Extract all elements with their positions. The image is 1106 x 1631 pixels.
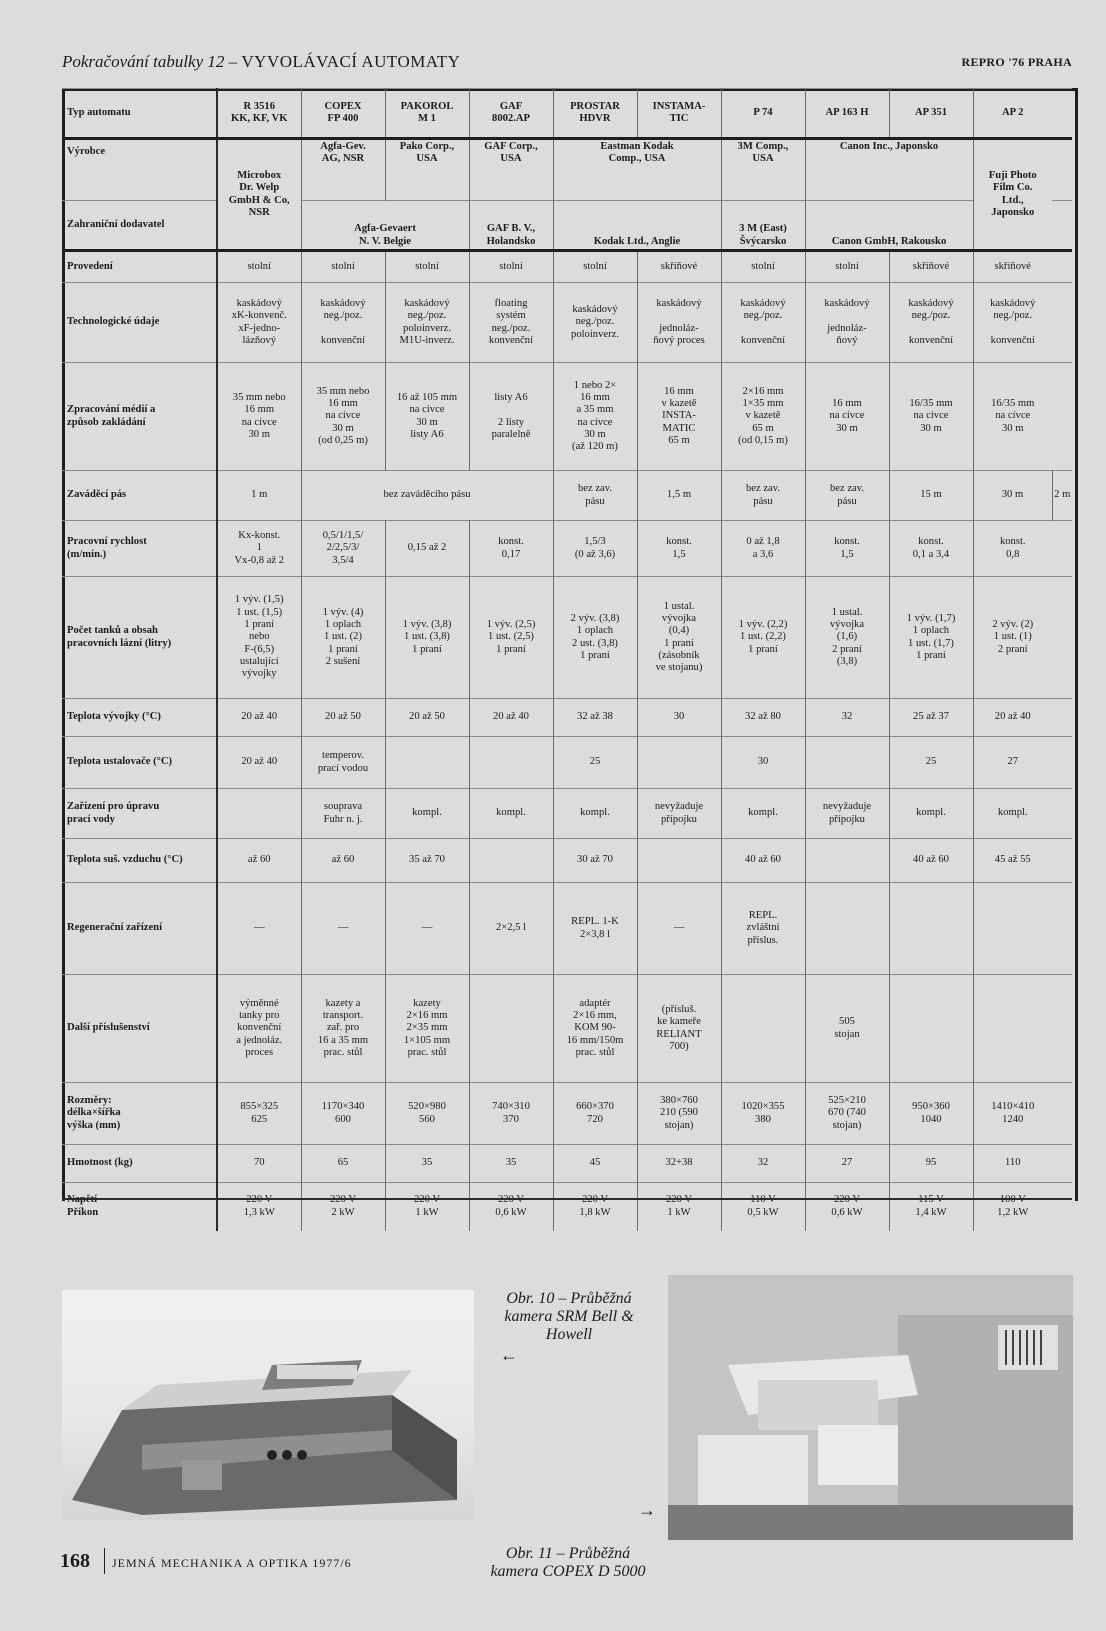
table-cell: kaskádový neg./poz. konvenční [973, 283, 1052, 363]
table-cell [469, 737, 553, 789]
table-cell: 1 výv. (4) 1 oplach 1 ust. (2) 1 praní 2 sušení [301, 577, 385, 699]
table-cell: 30 [721, 737, 805, 789]
table-cell: Kx-konst. 1 Vx-0,8 až 2 [217, 521, 301, 577]
page-header-title [62, 52, 460, 72]
table-cell: 70 [217, 1145, 301, 1183]
maker-fuji: Fuji Photo Film Co. Ltd., Japonsko [973, 139, 1052, 251]
maker-r3516: Microbox Dr. Welp GmbH & Co, NSR [217, 139, 301, 251]
row-label: Počet tanků a obsah pracovních lázní (litry) [62, 577, 217, 699]
maker-label: Výrobce [62, 139, 217, 201]
table-cell [973, 975, 1052, 1083]
table-cell [889, 975, 973, 1083]
table-cell: 1410×410 1240 [973, 1083, 1052, 1145]
table-cell: (přísluš. ke kameře RELIANT 700) [637, 975, 721, 1083]
data-row [62, 577, 1072, 699]
table-cell [637, 839, 721, 883]
table-cell: kompl. [721, 789, 805, 839]
table-cell [637, 737, 721, 789]
data-row [62, 789, 1072, 839]
table-cell: 20 až 50 [385, 699, 469, 737]
table-cell: 380×760 210 (590 stojan) [637, 1083, 721, 1145]
table-cell: 20 až 40 [217, 737, 301, 789]
supplier-gaf: GAF B. V., Holandsko [469, 201, 553, 251]
photo-copex-camera [668, 1275, 1073, 1540]
table-cell: stolní [721, 251, 805, 283]
table-cell: 27 [805, 1145, 889, 1183]
table-cell: 35 [385, 1145, 469, 1183]
table-cell: 25 [553, 737, 637, 789]
table-cell: 35 až 70 [385, 839, 469, 883]
table-cell [385, 737, 469, 789]
table-cell: — [301, 883, 385, 975]
supplier-canon: Canon GmbH, Rakousko [805, 201, 973, 251]
table-cell: až 60 [217, 839, 301, 883]
type-header: PROSTAR HDVR [553, 89, 637, 139]
type-header: GAF 8002.AP [469, 89, 553, 139]
maker-kodak: Eastman Kodak Comp., USA [553, 139, 721, 201]
table-cell [889, 883, 973, 975]
table-cell: temperov. prací vodou [301, 737, 385, 789]
arrow-left-icon: ← [500, 1345, 518, 1365]
table-cell [721, 975, 805, 1083]
table-cell: 1 ustal. vývojka (0,4) 1 praní (zásobník ve stojanu) [637, 577, 721, 699]
table-cell: bez zav. pásu [553, 471, 637, 521]
data-row [62, 883, 1072, 975]
table-cell: — [217, 883, 301, 975]
table-cell: 16 až 105 mm na cívce 30 m listy A6 [385, 363, 469, 471]
table-cell: 855×325 625 [217, 1083, 301, 1145]
type-header: AP 2 [973, 89, 1052, 139]
table-cell: 740×310 370 [469, 1083, 553, 1145]
table-cell: 16/35 mm na cívce 30 m [973, 363, 1052, 471]
row-label: Pracovní rychlost (m/min.) [62, 521, 217, 577]
table-cell: 32+38 [637, 1145, 721, 1183]
table-cell: 0,5/1/1,5/ 2/2,5/3/ 3,5/4 [301, 521, 385, 577]
table-cell: konst. 0,8 [973, 521, 1052, 577]
table-cell: 660×370 720 [553, 1083, 637, 1145]
table-cell: kaskádový jednoláz- ňový proces [637, 283, 721, 363]
table-cell: 20 až 40 [217, 699, 301, 737]
table-cell: konst. 0,1 a 3,4 [889, 521, 973, 577]
table-cell: 1,4 kW [889, 1183, 973, 1231]
row-label: Příkon [62, 1183, 217, 1231]
header-italic: Pokračování tabulky 12 – [62, 52, 238, 71]
maker-gaf: GAF Corp., USA [469, 139, 553, 201]
data-row [62, 251, 1072, 283]
maker-p74: 3M Comp., USA [721, 139, 805, 201]
table-cell: 16/35 mm na cívce 30 m [889, 363, 973, 471]
supplier-label: Zahraniční dodavatel [62, 201, 217, 251]
table-cell: 45 až 55 [973, 839, 1052, 883]
table-cell: 40 až 60 [889, 839, 973, 883]
table-cell: stolní [217, 251, 301, 283]
table-cell: kompl. [385, 789, 469, 839]
table-cell: 65 [301, 1145, 385, 1183]
table-cell [469, 839, 553, 883]
table-cell: 35 [469, 1145, 553, 1183]
table-cell: 1 ustal. vývojka (1,6) 2 praní (3,8) [805, 577, 889, 699]
table-cell: kompl. [889, 789, 973, 839]
data-row [62, 521, 1072, 577]
header-caps: VYVOLÁVACÍ AUTOMATY [241, 52, 461, 71]
supplier-row [62, 201, 1072, 251]
table-cell: kaskádový neg./poz. konvenční [889, 283, 973, 363]
type-header: R 3516 KK, KF, VK [217, 89, 301, 139]
table-cell: 30 [637, 699, 721, 737]
table-cell: stolní [553, 251, 637, 283]
table-cell: skříňové [889, 251, 973, 283]
table-cell: bez zaváděcího pásu [301, 471, 553, 521]
arrow-right-icon: → [638, 1500, 656, 1520]
table-cell: konst. 0,17 [469, 521, 553, 577]
table-cell: 525×210 670 (740 stojan) [805, 1083, 889, 1145]
row-label: Zpracování médií a způsob zakládání [62, 363, 217, 471]
table-cell: 2 výv. (2) 1 ust. (1) 2 praní [973, 577, 1052, 699]
table-cell [973, 883, 1052, 975]
table-cell: 16 mm na cívce 30 m [805, 363, 889, 471]
table-cell: 1 výv. (2,5) 1 ust. (2,5) 1 praní [469, 577, 553, 699]
table-cell: nevyžaduje přípojku [805, 789, 889, 839]
row-label: Hmotnost (kg) [62, 1145, 217, 1183]
data-row [62, 1183, 1072, 1231]
table-cell: 1 výv. (2,2) 1 ust. (2,2) 1 praní [721, 577, 805, 699]
journal-title: JEMNÁ MECHANIKA A OPTIKA 1977/6 [112, 1556, 352, 1570]
table-cell: skříňové [973, 251, 1052, 283]
table-cell: 1,2 kW [973, 1183, 1052, 1231]
table-cell: kaskádový neg./poz. konvenční [721, 283, 805, 363]
table-cell: 0,15 až 2 [385, 521, 469, 577]
table-cell: 20 až 50 [301, 699, 385, 737]
table-cell: 520×980 560 [385, 1083, 469, 1145]
table-cell: 32 až 38 [553, 699, 637, 737]
spec-table [62, 88, 1072, 1231]
table-cell: 0 až 1,8 a 3,6 [721, 521, 805, 577]
type-header: AP 351 [889, 89, 973, 139]
table-cell: 1 kW [637, 1183, 721, 1231]
table-cell: 1170×340 600 [301, 1083, 385, 1145]
table-cell: 0,5 kW [721, 1183, 805, 1231]
table-cell [805, 883, 889, 975]
maker-row [62, 139, 1072, 201]
table-cell: kaskádový jednoláz- ňový [805, 283, 889, 363]
type-label: Typ automatu [62, 89, 217, 139]
data-row [62, 699, 1072, 737]
row-label: Další příslušenství [62, 975, 217, 1083]
table-cell: 1,3 kW [217, 1183, 301, 1231]
caption-fig11: Obr. 11 – Průběžná kamera COPEX D 5000 [490, 1545, 646, 1580]
table-cell: 20 až 40 [469, 699, 553, 737]
table-cell: výměnné tanky pro konvenční a jednoláz. proces [217, 975, 301, 1083]
table-cell: 1020×355 380 [721, 1083, 805, 1145]
row-label: Technologické údaje [62, 283, 217, 363]
table-cell: souprava Fuhr n. j. [301, 789, 385, 839]
type-header: COPEX FP 400 [301, 89, 385, 139]
footer-separator [104, 1548, 105, 1574]
data-row [62, 1083, 1072, 1145]
row-label: Zařízení pro úpravu prací vody [62, 789, 217, 839]
row-label: Teplota ustalovače (°C) [62, 737, 217, 789]
table-cell: 2 m [1052, 471, 1072, 521]
table-cell: 95 [889, 1145, 973, 1183]
table-cell: 45 [553, 1145, 637, 1183]
table-cell: 32 až 80 [721, 699, 805, 737]
table-cell: 25 [889, 737, 973, 789]
table-cell [805, 737, 889, 789]
header-right: REPRO '76 PRAHA [961, 55, 1072, 69]
table-cell: 2 kW [301, 1183, 385, 1231]
table-cell: 2×2,5 l [469, 883, 553, 975]
table-cell: kompl. [553, 789, 637, 839]
table-cell: skříňové [637, 251, 721, 283]
table-cell: 35 mm nebo 16 mm na cívce 30 m [217, 363, 301, 471]
table-cell: 0,6 kW [805, 1183, 889, 1231]
table-cell: 2×16 mm 1×35 mm v kazetě 65 m (od 0,15 m) [721, 363, 805, 471]
table-cell: stolní [469, 251, 553, 283]
table-cell: kaskádový xK-konvenč. xF-jedno- lázňový [217, 283, 301, 363]
table-cell: 110 [973, 1145, 1052, 1183]
table-header-row [62, 89, 1072, 139]
table-cell: REPL. zvláštní příslus. [721, 883, 805, 975]
maker-pakorol: Pako Corp., USA [385, 139, 469, 201]
row-label: Teplota vývojky (°C) [62, 699, 217, 737]
row-label: Provedení [62, 251, 217, 283]
table-cell: 35 mm nebo 16 mm na cívce 30 m (od 0,25 m) [301, 363, 385, 471]
table-cell: 1 výv. (3,8) 1 ust. (3,8) 1 praní [385, 577, 469, 699]
table-cell [805, 839, 889, 883]
table-cell: REPL. 1-K 2×3,8 l [553, 883, 637, 975]
table-cell: 20 až 40 [973, 699, 1052, 737]
type-header: INSTAMA- TIC [637, 89, 721, 139]
table-cell: 32 [805, 699, 889, 737]
table-cell: 40 až 60 [721, 839, 805, 883]
table-cell: kompl. [973, 789, 1052, 839]
copex-illustration [668, 1275, 1073, 1540]
table-cell: 950×360 1040 [889, 1083, 973, 1145]
table-cell: stolní [385, 251, 469, 283]
table-cell: 16 mm v kazetě INSTA- MATIC 65 m [637, 363, 721, 471]
table-cell: listy A6 2 listy paralelně [469, 363, 553, 471]
table-cell: kaskádový neg./poz. konvenční [301, 283, 385, 363]
photo-srm-camera [62, 1290, 474, 1520]
table-cell: kazety a transport. zař. pro 16 a 35 mm prac. stůl [301, 975, 385, 1083]
table-cell: 1 výv. (1,7) 1 oplach 1 ust. (1,7) 1 praní [889, 577, 973, 699]
table-cell: kompl. [469, 789, 553, 839]
table-cell: 30 m [973, 471, 1052, 521]
table-cell: kazety 2×16 mm 2×35 mm 1×105 mm prac. stůl [385, 975, 469, 1083]
row-label: Zaváděcí pás [62, 471, 217, 521]
caption-fig10: Obr. 10 – Průběžná kamera SRM Bell & Howell [504, 1290, 634, 1343]
table-cell: 2 výv. (3,8) 1 oplach 2 ust. (3,8) 1 praní [553, 577, 637, 699]
table-cell: 30 až 70 [553, 839, 637, 883]
maker-copex: Agfa-Gev. AG, NSR [301, 139, 385, 201]
page-number: 168 [60, 1550, 90, 1572]
table-cell: bez zav. pásu [721, 471, 805, 521]
table-cell: 25 až 37 [889, 699, 973, 737]
table-cell [217, 789, 301, 839]
table-cell: 1 kW [385, 1183, 469, 1231]
row-label: Regenerační zařízení [62, 883, 217, 975]
table-cell: kaskádový neg./poz. poloinverz. M1U-inverz. [385, 283, 469, 363]
table-cell: bez zav. pásu [805, 471, 889, 521]
table-cell: až 60 [301, 839, 385, 883]
data-row [62, 363, 1072, 471]
table-cell [469, 975, 553, 1083]
table-cell: nevyžaduje přípojku [637, 789, 721, 839]
table-bottom-rule [62, 1198, 1072, 1200]
table-cell: 15 m [889, 471, 973, 521]
data-row [62, 283, 1072, 363]
table-cell: 1 výv. (1,5) 1 ust. (1,5) 1 praní nebo F-(6,5) ustalující vývojky [217, 577, 301, 699]
table-cell: 1,8 kW [553, 1183, 637, 1231]
data-row [62, 1145, 1072, 1183]
table-cell: konst. 1,5 [637, 521, 721, 577]
supplier-agfa: Agfa-Gevaert N. V. Belgie [301, 201, 469, 251]
table-cell: adaptér 2×16 mm, KOM 90- 16 mm/150m prac. stůl [553, 975, 637, 1083]
table-cell: kaskádový neg./poz. poloinverz. [553, 283, 637, 363]
table-cell: — [385, 883, 469, 975]
table-cell: 1,5/3 (0 až 3,6) [553, 521, 637, 577]
data-row [62, 471, 1072, 521]
supplier-p74: 3 M (East) Švýcarsko [721, 201, 805, 251]
row-label: Teplota suš. vzduchu (°C) [62, 839, 217, 883]
type-header: PAKOROL M 1 [385, 89, 469, 139]
type-header: P 74 [721, 89, 805, 139]
data-row [62, 975, 1072, 1083]
row-label: Rozměry: délka×šířka výška (mm) [62, 1083, 217, 1145]
table-cell: 1,5 m [637, 471, 721, 521]
table-cell: 32 [721, 1145, 805, 1183]
table-cell: 0,6 kW [469, 1183, 553, 1231]
table-cell: 1 m [217, 471, 301, 521]
table-cell: 505 stojan [805, 975, 889, 1083]
table-cell: stolní [301, 251, 385, 283]
data-row [62, 839, 1072, 883]
table-cell: — [637, 883, 721, 975]
maker-canon: Canon Inc., Japonsko [805, 139, 973, 201]
table-cell: 27 [973, 737, 1052, 789]
type-header: AP 163 H [805, 89, 889, 139]
table-cell: 1 nebo 2× 16 mm a 35 mm na cívce 30 m (až 120 m) [553, 363, 637, 471]
table-cell: stolní [805, 251, 889, 283]
camera-illustration [62, 1290, 474, 1520]
data-row [62, 737, 1072, 789]
table-cell: floating systém neg./poz. konvenční [469, 283, 553, 363]
table-cell: konst. 1,5 [805, 521, 889, 577]
supplier-kodak: Kodak Ltd., Anglie [553, 201, 721, 251]
